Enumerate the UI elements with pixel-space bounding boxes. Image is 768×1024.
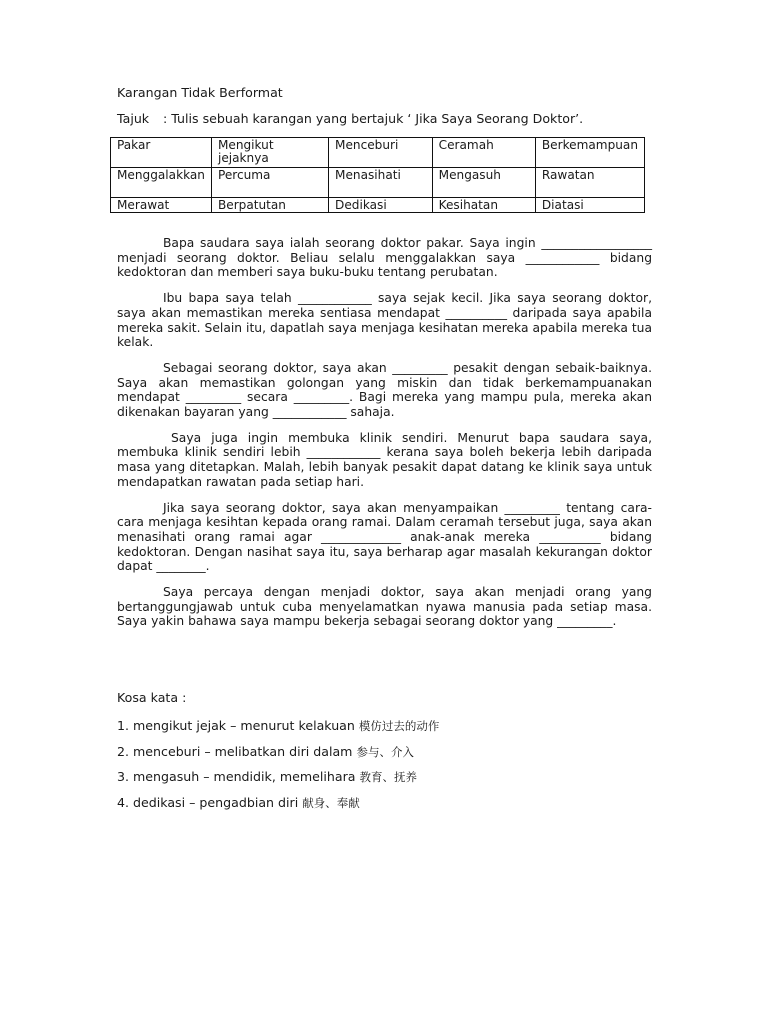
essay-paragraph: Sebagai seorang doktor, saya akan _________ pesakit dengan sebaik-baiknya. Saya akan memastikan golongan yang miskin dan tidak berkemampuanakan mendapat _________ secara _________. Bagi mereka yang mampu pula, mereka akan dikenakan bayaran yang ____________ sahaja. <box>117 360 652 420</box>
table-row <box>111 138 645 168</box>
essay-body <box>117 236 652 640</box>
vocabulary-item <box>117 718 439 744</box>
table-cell: Rawatan <box>535 168 644 198</box>
vocabulary-item <box>117 795 439 821</box>
vocabulary-text: 2. menceburi – melibatkan diri dalam <box>117 743 353 759</box>
table-row <box>111 168 645 198</box>
tajuk-line <box>117 111 583 126</box>
vocabulary-chinese: 参与、介入 <box>356 744 414 759</box>
essay-paragraph: Jika saya seorang doktor, saya akan menyampaikan _________ tentang cara-cara menjaga kesihtan kepada orang ramai. Dalam ceramah tersebut juga, saya akan menasihati orang ramai agar _____________ anak-anak mereka __________ bidang kedoktoran. Dengan nasihat saya itu, saya berharap agar masalah kekurangan doktor dapat ________. <box>117 500 652 574</box>
table-cell: Mengikut jejaknya <box>211 138 328 168</box>
vocabulary-item <box>117 744 439 770</box>
table-cell: Mengasuh <box>432 168 535 198</box>
table-cell: Kesihatan <box>432 198 535 213</box>
word-bank-table <box>110 137 645 213</box>
vocabulary-title: Kosa kata : <box>117 690 187 705</box>
vocabulary-text: 4. dedikasi – pengadbian diri <box>117 794 299 810</box>
vocabulary-chinese: 教育、抚养 <box>359 770 417 784</box>
table-cell: Menasihati <box>329 168 433 198</box>
table-cell: Diatasi <box>535 198 644 213</box>
tajuk-label: Tajuk <box>117 111 150 126</box>
vocabulary-chinese: 献身、奉献 <box>302 795 360 810</box>
table-cell: Berkemampuan <box>535 138 644 168</box>
table-cell: Merawat <box>111 198 212 213</box>
table-row <box>111 198 645 213</box>
table-cell: Pakar <box>111 138 212 168</box>
table-cell: Menggalakkan <box>111 168 212 198</box>
table-cell: Dedikasi <box>329 198 433 213</box>
vocabulary-list <box>117 690 439 820</box>
tajuk-text: : Tulis sebuah karangan yang bertajuk ‘ Jika Saya Seorang Doktor’. <box>163 111 584 126</box>
essay-paragraph: Ibu bapa saya telah ____________ saya sejak kecil. Jika saya seorang doktor, saya akan memastikan mereka sentiasa mendapat __________ daripada saya apabila mereka sakit. Selain itu, dapatlah saya menjaga kesihatan mereka apabila mereka tua kelak. <box>117 291 652 350</box>
vocabulary-chinese: 模仿过去的动作 <box>358 719 440 733</box>
table-cell: Percuma <box>211 168 328 198</box>
table-cell: Berpatutan <box>211 198 328 213</box>
table-cell: Ceramah <box>432 138 535 168</box>
document-heading: Karangan Tidak Berformat <box>117 85 283 100</box>
vocabulary-text: 3. mengasuh – mendidik, memelihara <box>117 769 356 784</box>
vocabulary-text: 1. mengikut jejak – menurut kelakuan <box>117 718 355 733</box>
essay-paragraph: Bapa saudara saya ialah seorang doktor pakar. Saya ingin __________________ menjadi seorang doktor. Beliau selalu menggalakkan saya ____________ bidang kedoktoran dan memberi saya buku-buku tentang perubatan. <box>117 236 652 280</box>
essay-paragraph: Saya juga ingin membuka klinik sendiri. Menurut bapa saudara saya, membuka klinik sendiri lebih ____________ kerana saya boleh bekerja lebih daripada masa yang ditetapkan. Malah, lebih banyak pesakit dapat datang ke klinik saya untuk mendapatkan rawatan pada setiap hari. <box>117 430 652 489</box>
vocabulary-item <box>117 769 439 795</box>
table-cell: Menceburi <box>329 138 433 168</box>
essay-paragraph: Saya percaya dengan menjadi doktor, saya akan menjadi orang yang bertanggungjawab untuk cuba menyelamatkan nyawa manusia pada setiap masa. Saya yakin bahawa saya mampu bekerja sebagai seorang doktor yang _________. <box>117 585 652 629</box>
